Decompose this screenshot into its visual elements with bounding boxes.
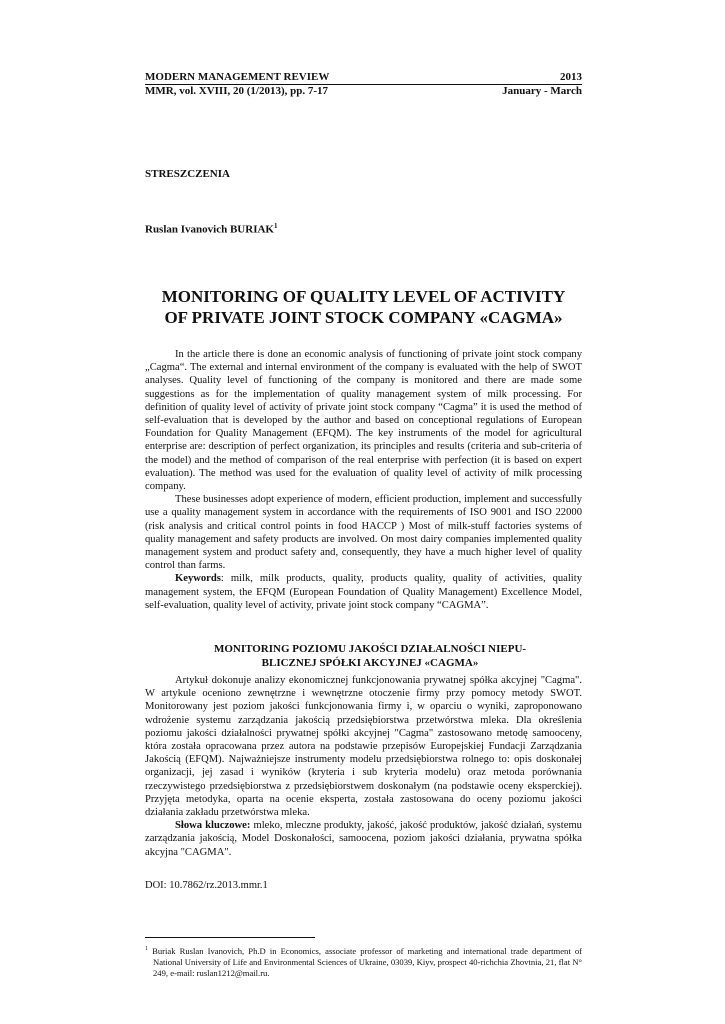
section-heading: STRESZCZENIA — [145, 168, 230, 180]
author-footnote-mark: 1 — [273, 222, 278, 230]
journal-issue: MMR, vol. XVIII, 20 (1/2013), pp. 7-17 — [145, 85, 329, 97]
journal-period: January - March — [502, 85, 582, 97]
polish-title-line2: BLICZNEJ SPÓŁKI AKCYJNEJ «CAGMA» — [261, 657, 479, 669]
polish-title-line1: MONITORING POZIOMU JAKOŚCI DZIAŁALNOŚCI NIEPU- — [213, 643, 527, 655]
polish-title — [195, 642, 545, 670]
article-title-line1: MONITORING OF QUALITY LEVEL OF ACTIVITY — [161, 287, 566, 306]
article-title — [145, 286, 582, 328]
keywords-paragraph — [145, 572, 582, 612]
abstract-paragraph-1: In the article there is done an economic analysis of functioning of private joint stock company „Cagma“. The external and internal environment of the company is evaluated with the help of SWOT analyses. Quality level of functioning of the company is monitored and there are made some suggestions as for the implementation of quality management system of milk processing. For definition of quality level of activity of private joint stock company “Cagma” it is used the method of self-evaluation that is developed by the author and based on conceptional regulations of European Foundation for Quality Management (EFQM). The key instruments of the model for agricultural enterprise are: description of perfect organization, its principles and results (criteria and sub-criteria of the model) and the method of comparison of the real enterprise with perfection (it is based on expert evaluation). The method was used for the evaluation of quality level of activity of milk processing company. — [145, 349, 582, 493]
polish-keywords-paragraph — [145, 819, 582, 859]
author-name: Ruslan Ivanovich BURIAK — [145, 223, 274, 236]
journal-year: 2013 — [560, 71, 582, 83]
keywords-label: Keywords — [175, 573, 221, 585]
polish-paragraph-1: Artykuł dokonuje analizy ekonomicznej funkcjonowania prywatnej spółka akcyjnej "Cagma". W artykule oceniono zewnętrzne i wewnętrzne otoczenie firmy przy pomocy metody SWOT. Monitorowany jest poziom jakości funkcjonowania firmy i, w oparciu o wyniki, zaproponowano wdrożenie systemu zarządzania jakością przedsiębiorstwa przetwórstwa mleka. Dla określenia poziomu jakości działalności prywatnej spółki akcyjnej "Cagma" zastosowano metodę samooceny, która została opracowana przez autora na podstawie przepisów Europejskiej Fundacji Zarządzania Jakością (EFQM). Najważniejsze instrumenty modelu przedsiębiorstwa rolnego to: opis doskonałej organizacji, jej zasad i wyników (kryteria i sub kryteria modelu) oraz metoda porównania rzeczywistego przedsiębiorstwa z przedsiębiorstwem doskonałym (na podstawie oceny eksperckiej). Przyjęta metodyka, oparta na ocenie eksperta, została zastosowana do oceny poziomu jakości działania zakładu przetwórstwa mleka. — [145, 675, 582, 819]
footnote-text: Buriak Ruslan Ivanovich, Ph.D in Economics, associate professor of marketing and international trade department of National University of Life and Environmental Sciences of Ukraine, 03039, Kiyv, prospect 40-richchia Zhovtnia, 21, flat N° 249, e-mail: ruslan1212@mail.ru. — [148, 945, 582, 978]
footnote-mark: 1 — [145, 946, 148, 952]
doi: DOI: 10.7862/rz.2013.mmr.1 — [145, 880, 268, 891]
abstract-paragraph-2: These businesses adopt experience of modern, efficient production, implement and successfully use a quality management system in accordance with the requirements of ISO 9001 and ISO 22000 (risk analysis and critical control points in food HACCP ) Most of milk-stuff factories systems of quality management and safety products are involved. On most dairy companies implemented quality management system and product safety and, consequently, they have a much higher level of quality control than farms. — [145, 494, 582, 572]
journal-header-line1 — [145, 70, 582, 85]
polish-keywords-label: Słowa kluczowe: — [175, 820, 251, 832]
author — [145, 222, 277, 236]
polish-keywords-text: mleko, mleczne produkty, jakość, jakość produktów, jakość działań, systemu zarządzania jakością, Model Doskonałości, samoocena, poziom jakości działania, prywatna spółka akcyjna "CAGMA". — [145, 820, 582, 858]
abstract-polish — [145, 674, 582, 859]
article-title-line2: OF PRIVATE JOINT STOCK COMPANY «CAGMA» — [164, 308, 563, 327]
footnote-divider — [145, 937, 315, 938]
keywords-text: : milk, milk products, quality, products quality, quality of activities, quality management system, the EFQM (European Foundation of Quality Management) Excellence Model, self-evaluation, quality level of activity, private joint stock company “CAGMA”. — [145, 573, 582, 611]
abstract-english — [145, 348, 582, 612]
footnote — [145, 944, 582, 979]
journal-name: MODERN MANAGEMENT REVIEW — [145, 71, 330, 83]
journal-header-line2 — [145, 84, 582, 98]
